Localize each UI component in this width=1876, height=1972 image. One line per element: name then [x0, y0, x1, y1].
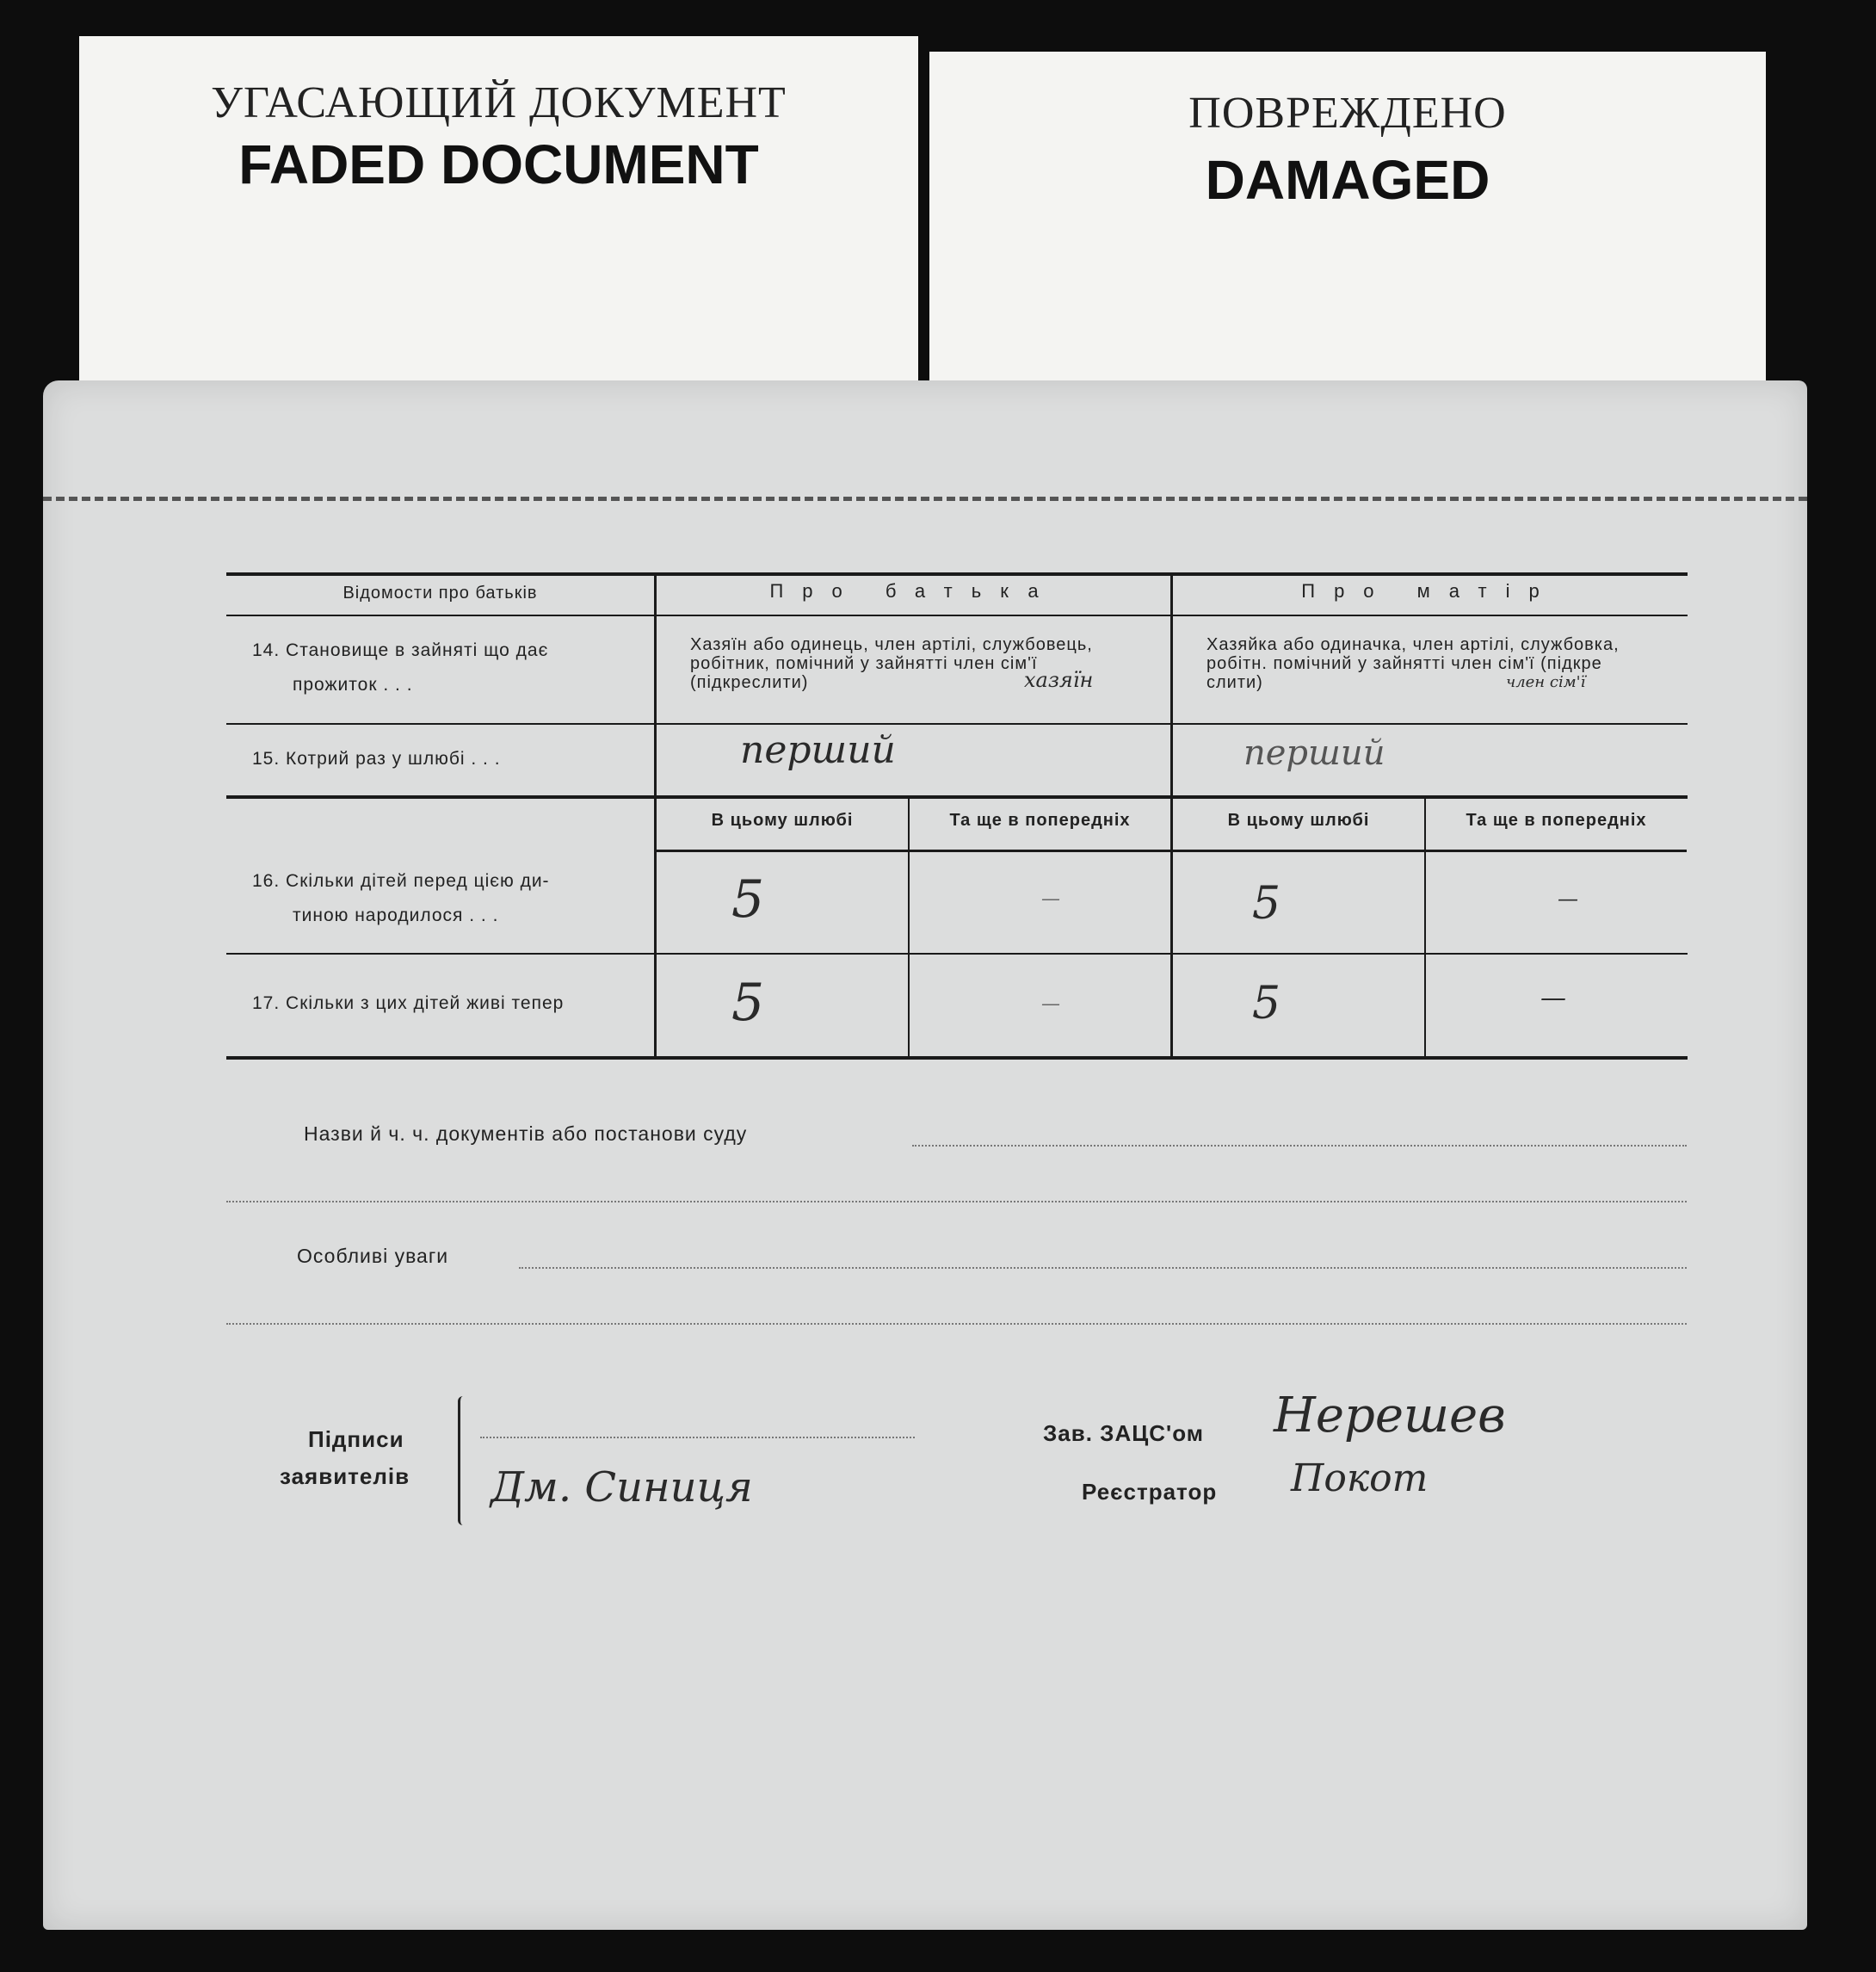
row14-mother-value: член сім'ї: [1506, 673, 1586, 691]
notes-line-2: [226, 1323, 1687, 1325]
row16-father-this: 5: [731, 869, 765, 930]
damaged-label-en: DAMAGED: [1205, 149, 1490, 211]
row17-father-this: 5: [731, 973, 765, 1033]
notes-label: Особливі уваги: [297, 1245, 449, 1267]
row16-label-cont: тиною народилося . . .: [293, 906, 499, 925]
row15-father-value: перший: [740, 728, 896, 772]
row17-label: 17. Скільки з цих дітей живі тепер: [252, 993, 565, 1013]
head-label: Зав. ЗАЦС'ом: [1043, 1420, 1204, 1446]
row16-label: 16. Скільки дітей перед цією ди-: [252, 871, 550, 891]
row17-mother-this: 5: [1252, 978, 1281, 1029]
notes-line: [519, 1267, 1687, 1269]
perforation-line: [43, 497, 1807, 501]
form-sheet: [43, 380, 1807, 1930]
row14-label-cont: прожиток . . .: [293, 675, 413, 695]
row14-father-text: Хазяїн або одинець, член артілі, службовець, робітник, помічний у зайнятті член сім'ї (підкреслити): [690, 635, 1093, 692]
applicants-label: Підписи: [308, 1426, 404, 1452]
row17-mother-previous: —: [1540, 983, 1566, 1013]
applicant-line-1: [480, 1437, 915, 1438]
subheader-mother-previous: Та ще в попередніх: [1466, 811, 1647, 830]
applicants-brace: [458, 1396, 469, 1525]
row15-mother-value: перший: [1243, 733, 1385, 773]
registrar-signature: Покот: [1291, 1456, 1429, 1500]
row14-mother-text: Хазяйка або одиначка, член артілі, службовка, робітн. помічний у зайнятті член сім'ї (підкре слити): [1206, 635, 1620, 692]
subheader-mother-this: В цьому шлюбі: [1227, 811, 1370, 830]
registrar-label: Реєстратор: [1082, 1479, 1218, 1505]
faded-document-label: [79, 36, 918, 389]
damaged-label-ru: ПОВРЕЖДЕНО: [1188, 89, 1507, 138]
documents-label: Назви й ч. ч. документів або постанови суду: [304, 1122, 748, 1145]
row15-label: 15. Котрий раз у шлюбі . . .: [252, 749, 501, 769]
header-parents-info: Відомости про батьків: [342, 584, 538, 603]
head-signature: Нерешев: [1274, 1388, 1506, 1443]
header-father: Про батька: [769, 580, 1058, 602]
row16-mother-previous: —: [1558, 887, 1578, 911]
damaged-label: [929, 52, 1766, 396]
faded-label-en: FADED DOCUMENT: [238, 133, 759, 195]
subheader-father-previous: Та ще в попередніх: [949, 811, 1131, 830]
subheader-father-this: В цьому шлюбі: [711, 811, 854, 830]
header-mother: Про матір: [1301, 580, 1558, 602]
documents-line-2: [226, 1201, 1687, 1202]
applicant-signature: Дм. Синиця: [491, 1463, 753, 1511]
row14-father-value: хазяїн: [1024, 668, 1094, 692]
row16-mother-this: 5: [1252, 878, 1281, 930]
row14-label: 14. Становище в зайняті що дає: [252, 640, 549, 660]
row17-father-previous: —: [1041, 993, 1060, 1015]
documents-line: [912, 1145, 1687, 1147]
faded-label-ru: УГАСАЮЩИЙ ДОКУМЕНТ: [211, 78, 787, 127]
row16-father-previous: —: [1041, 888, 1060, 910]
applicants-label-cont: заявителів: [280, 1463, 410, 1489]
